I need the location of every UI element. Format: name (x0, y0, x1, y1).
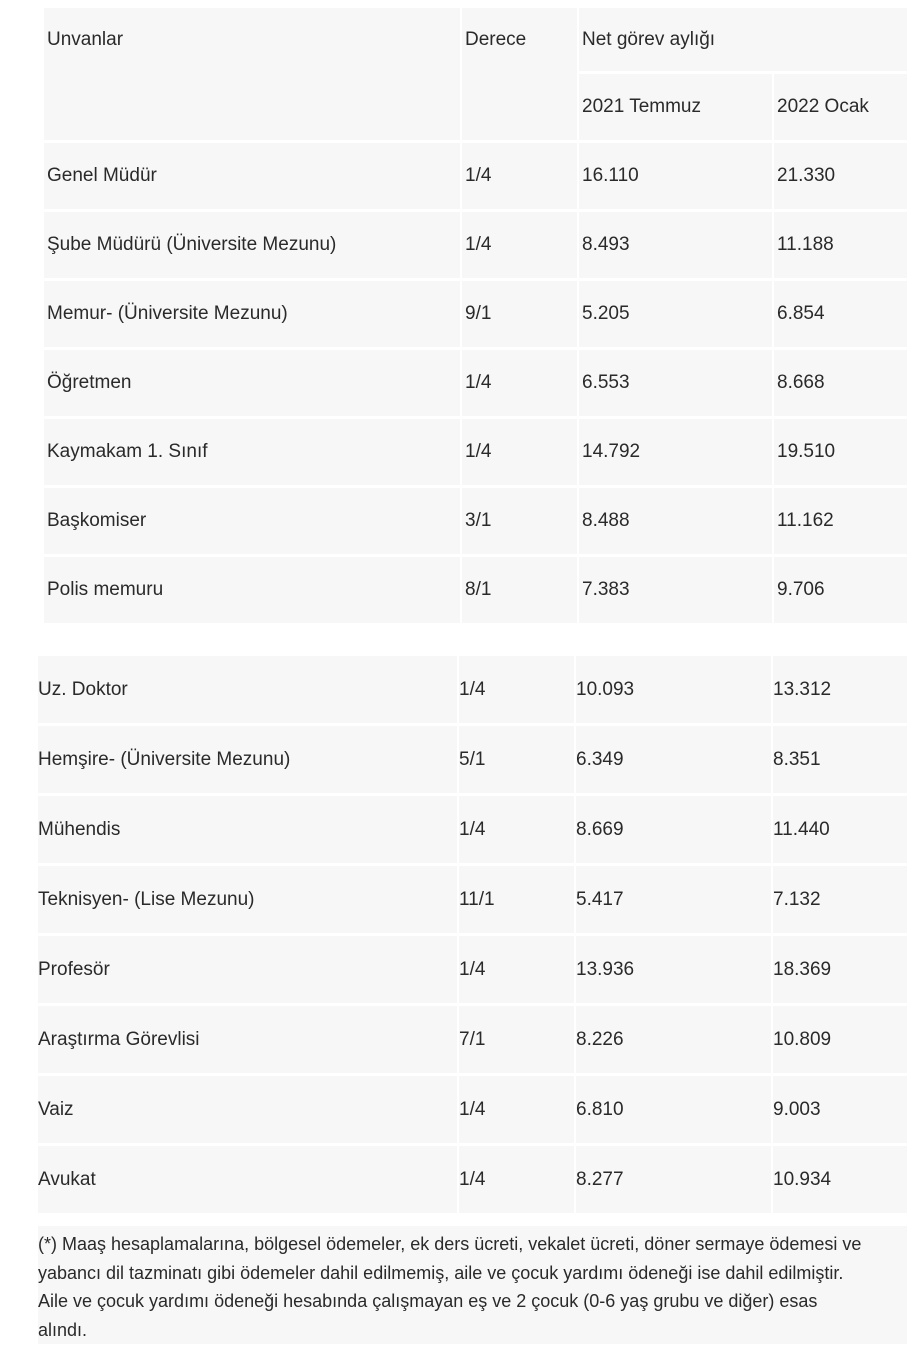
cell-degree: 1/4 (462, 419, 579, 488)
table-row (44, 212, 907, 281)
footnote-line: (*) Maaş hesaplamalarına, bölgesel ödemeler, ek ders ücreti, vekalet ücreti, döner sermaye ödemesi ve (38, 1234, 862, 1254)
cell-degree: 1/4 (462, 212, 579, 281)
cell-2021: 16.110 (579, 143, 774, 212)
cell-2021: 8.669 (576, 796, 773, 866)
cell-title: Teknisyen- (Lise Mezunu) (38, 866, 459, 936)
cell-title: Memur- (Üniversite Mezunu) (44, 281, 462, 350)
cell-2022: 11.440 (773, 796, 907, 866)
header-period-2021: 2021 Temmuz (579, 74, 774, 143)
cell-2021: 5.417 (576, 866, 773, 936)
cell-2022: 8.668 (774, 350, 907, 419)
table-row (44, 419, 907, 488)
cell-2022: 19.510 (774, 419, 907, 488)
cell-degree: 1/4 (459, 1076, 576, 1146)
table-row (38, 726, 907, 796)
cell-2021: 5.205 (579, 281, 774, 350)
cell-title: Kaymakam 1. Sınıf (44, 419, 462, 488)
header-row (44, 8, 907, 74)
footnote (38, 1226, 907, 1344)
header-net-salary: Net görev aylığı (579, 8, 907, 74)
cell-degree: 1/4 (459, 936, 576, 1006)
cell-title: Polis memuru (44, 557, 462, 626)
table-row (38, 796, 907, 866)
table-row (38, 1146, 907, 1216)
footnote-line: Aile ve çocuk yardımı ödeneği hesabında çalışmayan eş ve 2 çocuk (0-6 yaş grubu ve diğer) esas (38, 1291, 818, 1311)
table-row (44, 281, 907, 350)
table-row (44, 143, 907, 212)
cell-2022: 11.162 (774, 488, 907, 557)
cell-2022: 9.003 (773, 1076, 907, 1146)
table-row (38, 656, 907, 726)
cell-degree: 1/4 (459, 796, 576, 866)
cell-2021: 6.553 (579, 350, 774, 419)
cell-2021: 7.383 (579, 557, 774, 626)
cell-title: Başkomiser (44, 488, 462, 557)
cell-degree: 8/1 (462, 557, 579, 626)
cell-degree: 7/1 (459, 1006, 576, 1076)
table-row (44, 350, 907, 419)
cell-title: Profesör (38, 936, 459, 1006)
cell-2021: 6.349 (576, 726, 773, 796)
footnote-line: yabancı dil tazminatı gibi ödemeler dahil edilmemiş, aile ve çocuk yardımı ödeneği ise dahil edilmiştir. (38, 1262, 844, 1283)
cell-2022: 21.330 (774, 143, 907, 212)
table-row (38, 936, 907, 1006)
cell-title: Şube Müdürü (Üniversite Mezunu) (44, 212, 462, 281)
table-row (38, 1076, 907, 1146)
cell-degree: 1/4 (462, 350, 579, 419)
table-row (38, 866, 907, 936)
table-row (44, 488, 907, 557)
cell-2021: 8.488 (579, 488, 774, 557)
cell-2021: 8.277 (576, 1146, 773, 1216)
cell-2022: 8.351 (773, 726, 907, 796)
cell-2021: 6.810 (576, 1076, 773, 1146)
cell-2022: 6.854 (774, 281, 907, 350)
cell-2022: 13.312 (773, 656, 907, 726)
footnote-line: alındı. (38, 1319, 88, 1340)
salary-table-2 (38, 656, 907, 1216)
cell-degree: 9/1 (462, 281, 579, 350)
cell-2022: 10.809 (773, 1006, 907, 1076)
cell-2022: 9.706 (774, 557, 907, 626)
cell-2021: 8.226 (576, 1006, 773, 1076)
cell-2021: 8.493 (579, 212, 774, 281)
salary-table-1 (44, 8, 907, 626)
cell-degree: 1/4 (459, 656, 576, 726)
cell-title: Genel Müdür (44, 143, 462, 212)
cell-degree: 3/1 (462, 488, 579, 557)
cell-degree: 1/4 (459, 1146, 576, 1216)
header-titles: Unvanlar (44, 8, 462, 143)
cell-title: Uz. Doktor (38, 656, 459, 726)
header-period-2022: 2022 Ocak (774, 74, 907, 143)
cell-title: Öğretmen (44, 350, 462, 419)
cell-title: Hemşire- (Üniversite Mezunu) (38, 726, 459, 796)
cell-2022: 18.369 (773, 936, 907, 1006)
table-row (38, 1006, 907, 1076)
cell-title: Mühendis (38, 796, 459, 866)
cell-2021: 13.936 (576, 936, 773, 1006)
table-row (44, 557, 907, 626)
cell-degree: 11/1 (459, 866, 576, 936)
cell-2022: 7.132 (773, 866, 907, 936)
cell-2022: 10.934 (773, 1146, 907, 1216)
cell-title: Araştırma Görevlisi (38, 1006, 459, 1076)
header-degree: Derece (462, 8, 579, 143)
cell-title: Vaiz (38, 1076, 459, 1146)
cell-degree: 5/1 (459, 726, 576, 796)
cell-title: Avukat (38, 1146, 459, 1216)
cell-2021: 14.792 (579, 419, 774, 488)
cell-2022: 11.188 (774, 212, 907, 281)
cell-degree: 1/4 (462, 143, 579, 212)
cell-2021: 10.093 (576, 656, 773, 726)
